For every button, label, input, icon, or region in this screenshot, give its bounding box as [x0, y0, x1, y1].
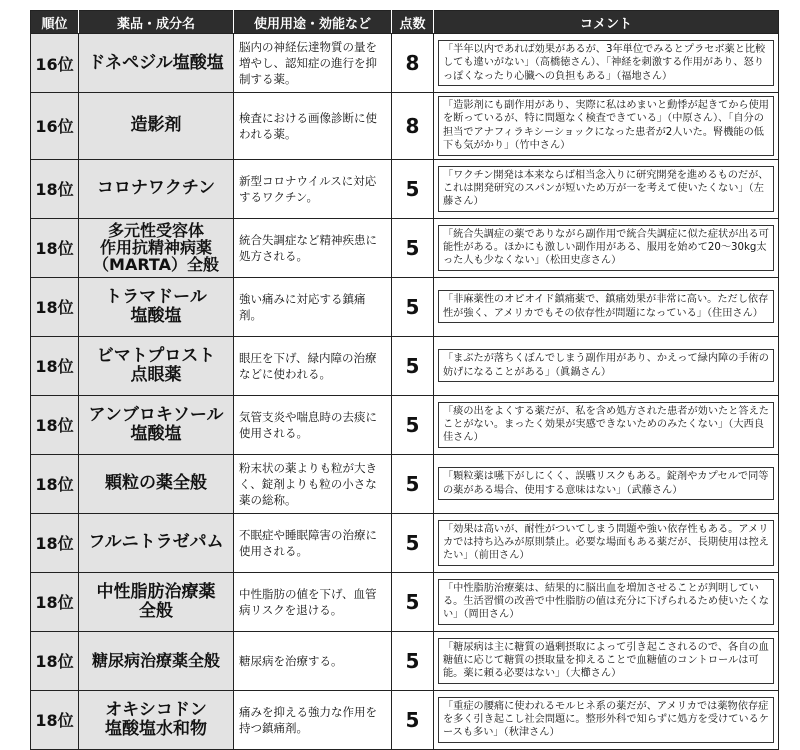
score-cell: 5	[392, 454, 434, 513]
usage-cell: 粉末状の薬よりも粒が大きく、錠剤よりも粒の小さな薬の総称。	[234, 454, 392, 513]
header-use: 使用用途・効能など	[234, 11, 392, 34]
score-cell: 5	[392, 336, 434, 395]
comment-cell	[434, 690, 779, 749]
drug-name-cell: コロナワクチン	[79, 159, 234, 218]
header-rank: 順位	[31, 11, 79, 34]
comment-cell	[434, 572, 779, 631]
comment-text: 「効果は高いが、耐性がついてしまう問題や強い依存性もある。アメリカでは持ち込みが原則禁止。必要な場面もある薬だが、長期使用は控えたい」（前田さん）	[438, 520, 774, 566]
score-cell: 5	[392, 513, 434, 572]
comment-cell	[434, 277, 779, 336]
score-cell: 8	[392, 34, 434, 93]
table-row	[31, 93, 779, 160]
rank-cell: 18位	[31, 454, 79, 513]
usage-cell: 検査における画像診断に使われる薬。	[234, 93, 392, 160]
header-comment: コメント	[434, 11, 779, 34]
usage-cell: 糖尿病を治療する。	[234, 631, 392, 690]
header-name: 薬品・成分名	[79, 11, 234, 34]
score-cell: 5	[392, 631, 434, 690]
usage-cell: 中性脂肪の値を下げ、血管病リスクを退ける。	[234, 572, 392, 631]
table-row	[31, 572, 779, 631]
drug-name-cell: オキシコドン 塩酸塩水和物	[79, 690, 234, 749]
table-row	[31, 631, 779, 690]
rank-cell: 18位	[31, 513, 79, 572]
comment-text: 「まぶたが落ちくぼんでしまう副作用があり、かえって緑内障の手術の妨げになることがある」（眞鍋さん）	[438, 349, 774, 382]
comment-cell	[434, 34, 779, 93]
usage-cell: 痛みを抑える強力な作用を持つ鎮痛剤。	[234, 690, 392, 749]
score-cell: 5	[392, 395, 434, 454]
usage-cell: 強い痛みに対応する鎮痛剤。	[234, 277, 392, 336]
rank-cell: 18位	[31, 277, 79, 336]
rank-cell: 16位	[31, 34, 79, 93]
comment-text: 「顆粒薬は嚥下がしにくく、誤嚥リスクもある。錠剤やカプセルで同等の薬がある場合、使用する意味はない」（武藤さん）	[438, 467, 774, 500]
comment-cell	[434, 93, 779, 160]
usage-cell: 不眠症や睡眠障害の治療に使用される。	[234, 513, 392, 572]
comment-text: 「糖尿病は主に糖質の過剰摂取によって引き起こされるので、各自の血糖値に応じて糖質の摂取量を抑えることで血糖値のコントロールは可能。薬に頼る必要はない」（大櫛さん）	[438, 638, 774, 684]
score-cell: 5	[392, 218, 434, 277]
comment-text: 「統合失調症の薬でありながら副作用で統合失調症に似た症状が出る可能性がある。ほかにも激しい副作用がある、服用を始めて20～30kg太った人も少なくない」（松田史彦さん）	[438, 225, 774, 271]
usage-cell: 眼圧を下げ、緑内障の治療などに使われる。	[234, 336, 392, 395]
table-row	[31, 159, 779, 218]
drug-name-cell: フルニトラゼパム	[79, 513, 234, 572]
comment-text: 「重症の腰痛に使われるモルヒネ系の薬だが、アメリカでは薬物依存症を多く引き起こし社会問題に。整形外科で知らずに処方を受けているケースも多い」（秋津さん）	[438, 697, 774, 743]
rank-cell: 18位	[31, 159, 79, 218]
drug-name-cell: トラマドール 塩酸塩	[79, 277, 234, 336]
table-row	[31, 336, 779, 395]
comment-text: 「中性脂肪治療薬は、結果的に脳出血を増加させることが判明している。生活習慣の改善で中性脂肪の値は充分に下げられるため使いたくない」（岡田さん）	[438, 579, 774, 625]
comment-cell	[434, 159, 779, 218]
usage-cell: 脳内の神経伝達物質の量を増やし、認知症の進行を抑制する薬。	[234, 34, 392, 93]
comment-text: 「ワクチン開発は本来ならば相当念入りに研究開発を進めるものだが、これは開発研究のスパンが短いため万が一を考えて使いたくない」（左藤さん）	[438, 166, 774, 212]
comment-cell	[434, 218, 779, 277]
drug-name-cell: 顆粒の薬全般	[79, 454, 234, 513]
comment-text: 「痰の出をよくする薬だが、私を含め処方された患者が効いたと答えたことがない。まったく効果が実感できないためのみたくない」（大西良佳さん）	[438, 402, 774, 448]
table-row	[31, 690, 779, 749]
rank-cell: 18位	[31, 395, 79, 454]
score-cell: 5	[392, 277, 434, 336]
rank-cell: 18位	[31, 336, 79, 395]
table-row	[31, 277, 779, 336]
table-header-row	[31, 11, 779, 34]
usage-cell: 新型コロナウイルスに対応するワクチン。	[234, 159, 392, 218]
drug-name-cell: 中性脂肪治療薬 全般	[79, 572, 234, 631]
comment-cell	[434, 631, 779, 690]
comment-cell	[434, 454, 779, 513]
rank-cell: 16位	[31, 93, 79, 160]
comment-cell	[434, 513, 779, 572]
drug-ranking-table-container	[30, 10, 778, 750]
drug-name-cell: アンブロキソール 塩酸塩	[79, 395, 234, 454]
comment-cell	[434, 395, 779, 454]
drug-name-cell: 多元性受容体 作用抗精神病薬 （MARTA）全般	[79, 218, 234, 277]
rank-cell: 18位	[31, 631, 79, 690]
usage-cell: 統合失調症など精神疾患に処方される。	[234, 218, 392, 277]
comment-text: 「半年以内であれば効果があるが、3年単位でみるとプラセボ薬と比較しても違いがない」（高橋徳さん）、「神経を刺激する作用があり、怒りっぽくなったり心臓への負担もある」（福地さん）	[438, 40, 774, 86]
table-row	[31, 454, 779, 513]
drug-name-cell: 糖尿病治療薬全般	[79, 631, 234, 690]
comment-text: 「造影剤にも副作用があり、実際に私はめまいと動悸が起きてから使用を断っているが、特に問題なく検査できている」（中原さん）、「自分の担当でアナフィラキシーショックになった患者が2人いた。腎機能の低下も気がかり」（竹中さん）	[438, 96, 774, 156]
rank-cell: 18位	[31, 690, 79, 749]
drug-name-cell: ドネペジル塩酸塩	[79, 34, 234, 93]
drug-ranking-table	[30, 10, 779, 750]
header-score: 点数	[392, 11, 434, 34]
score-cell: 8	[392, 93, 434, 160]
table-row	[31, 34, 779, 93]
score-cell: 5	[392, 159, 434, 218]
table-row	[31, 395, 779, 454]
score-cell: 5	[392, 690, 434, 749]
drug-name-cell: 造影剤	[79, 93, 234, 160]
comment-text: 「非麻薬性のオピオイド鎮痛薬で、鎮痛効果が非常に高い。ただし依存性が強く、アメリカでもその依存性が問題になっている」（住田さん）	[438, 290, 774, 323]
table-row	[31, 218, 779, 277]
score-cell: 5	[392, 572, 434, 631]
usage-cell: 気管支炎や喘息時の去痰に使用される。	[234, 395, 392, 454]
table-row	[31, 513, 779, 572]
comment-cell	[434, 336, 779, 395]
rank-cell: 18位	[31, 218, 79, 277]
drug-name-cell: ビマトプロスト 点眼薬	[79, 336, 234, 395]
rank-cell: 18位	[31, 572, 79, 631]
